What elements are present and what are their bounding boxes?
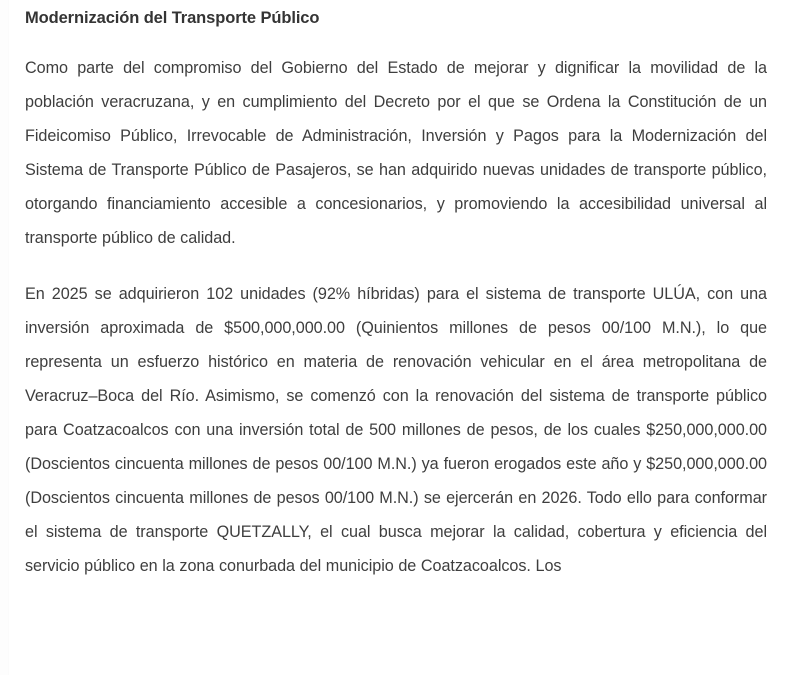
body-paragraph-2: En 2025 se adquirieron 102 unidades (92% híbridas) para el sistema de transporte ULÚA, con una inversión aproximada de $500,000,000.00 (Quinientos millones de pesos 00/100 M.N.), lo que representa un esfuerzo histórico en materia de renovación vehicular en el área metropolitana de Veracruz–Boca del Río. Asimismo, se comenzó con la renovación del sistema de transporte público para Coatzacoalcos con una inversión total de 500 millones de pesos, de los cuales $250,000,000.00 (Doscientos cincuenta millones de pesos 00/100 M.N.) ya fueron erogados este año y $250,000,000.00 (Doscientos cincuenta millones de pesos 00/100 M.N.) se ejercerán en 2026. Todo ello para conformar el sistema de transporte QUETZALLY, el cual busca mejorar la calidad, cobertura y eficiencia del servicio público en la zona conurbada del municipio de Coatzacoalcos. Los <box>25 285 767 575</box>
document-content <box>25 0 767 583</box>
body-paragraph-1: Como parte del compromiso del Gobierno del Estado de mejorar y dignificar la movilidad de la población veracruzana, y en cumplimiento del Decreto por el que se Ordena la Constitución de un Fideicomiso Público, Irrevocable de Administración, Inversión y Pagos para la Modernización del Sistema de Transporte Público de Pasajeros, se han adquirido nuevas unidades de transporte público, otorgando financiamiento accesible a concesionarios, y promoviendo la accesibilidad universal al transporte público de calidad. <box>25 59 767 247</box>
left-gutter <box>0 0 9 675</box>
page-title: Modernización del Transporte Público <box>25 9 320 27</box>
